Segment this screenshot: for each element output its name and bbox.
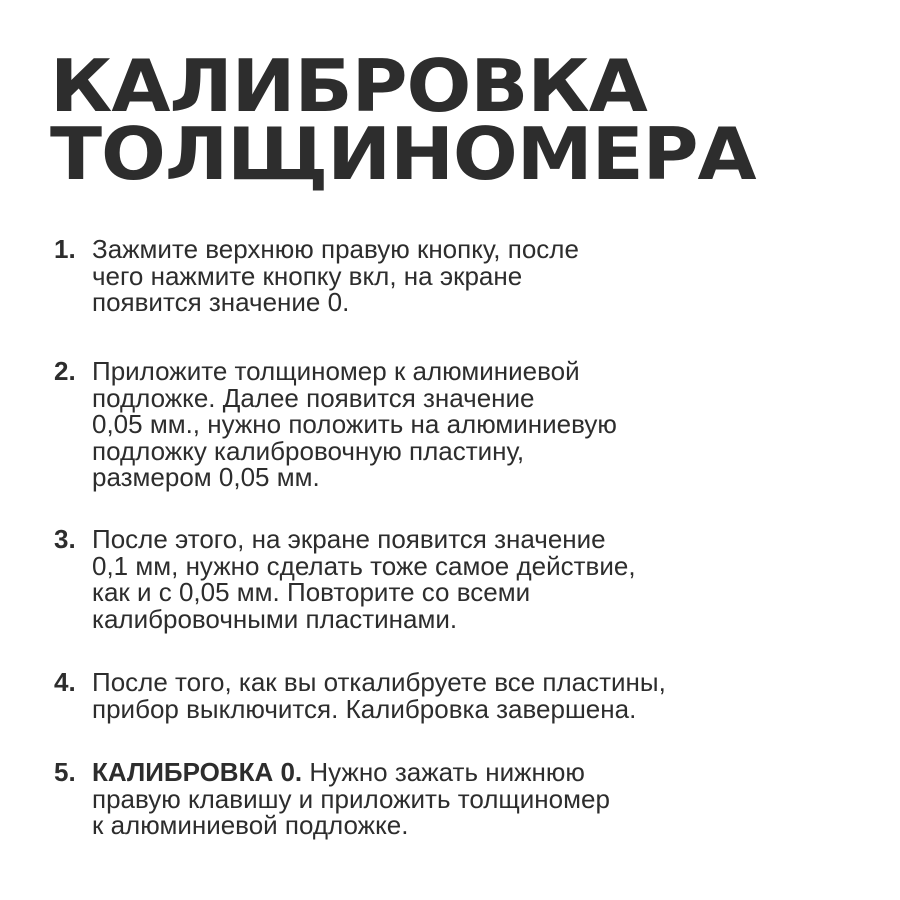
step-line: Приложите толщиномер к алюминиевой [92,356,580,386]
step-text [92,669,666,722]
step-number: 4. [54,667,76,697]
step-2 [54,358,617,491]
step-number: 5. [54,757,76,787]
step-lead: КАЛИБРОВКА 0. [92,757,303,787]
step-line: подложку калибровочную пластину, [92,435,525,466]
title-line-2: ТОЛЩИНОМЕРА [50,112,756,196]
step-line: 0,1 мм, нужно сделать тоже самое действие, [92,550,636,581]
step-line-rest: Нужно зажать нижнюю [302,757,585,787]
step-line: к алюминиевой подложке. [92,810,409,840]
step-line: как и с 0,05 мм. Повторите со всеми [92,577,531,607]
step-text [92,526,636,632]
step-number: 2. [54,356,76,386]
step-line: подложке. Далее появится значение [92,382,535,413]
step-3 [54,526,636,632]
step-line: чего нажмите кнопку вкл, на экране [92,260,523,291]
step-text [92,236,579,316]
step-line: размером 0,05 мм. [92,462,320,492]
step-4 [54,669,666,722]
step-1 [54,236,579,316]
step-line: Зажмите верхнюю правую кнопку, после [92,234,579,264]
title-line-1: КАЛИБРОВКА [50,44,647,128]
step-5 [54,759,610,839]
step-line: калибровочными пластинами. [92,603,458,634]
step-line: правую клавишу и приложить толщиномер [92,783,610,814]
step-text [92,358,617,491]
step-line: После этого, на экране появится значение [92,524,606,554]
step-line: прибор выключится. Калибровка завершена. [92,693,637,724]
step-line: 0,05 мм., нужно положить на алюминиевую [92,409,617,439]
page-title [50,44,756,196]
step-line: появится значение 0. [92,287,350,317]
step-text [92,759,610,839]
step-number: 1. [54,234,76,264]
step-line-first [92,759,610,786]
step-number: 3. [54,524,76,554]
step-line: После того, как вы откалибруете все пластины, [92,667,666,697]
